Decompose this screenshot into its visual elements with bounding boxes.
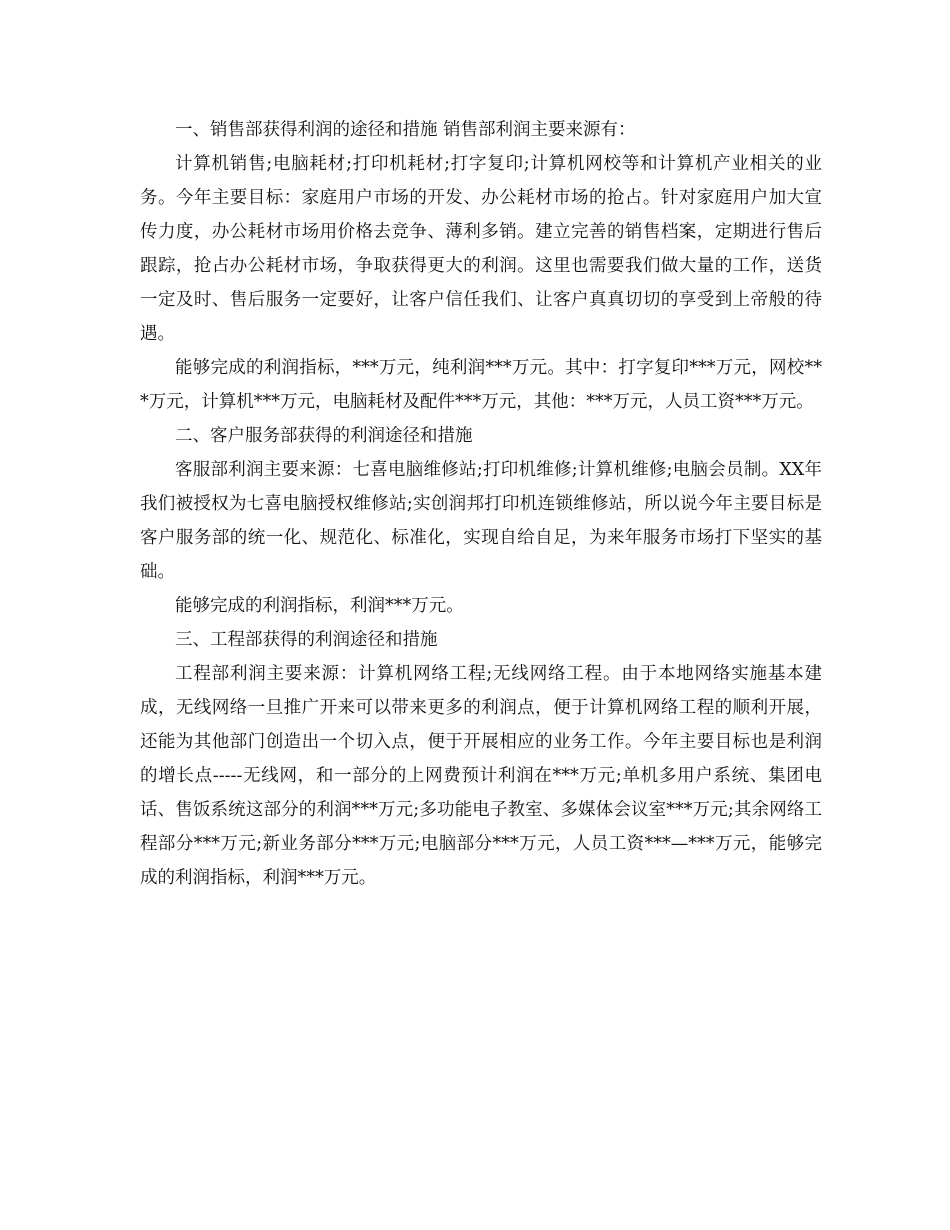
paragraph-service-targets: 能够完成的利润指标，利润***万元。 [175, 596, 464, 616]
paragraph-service-sources: 客服部利润主要来源：七喜电脑维修站;打印机维修;计算机维修;电脑会员制。XX年我们被授权为七喜电脑授权维修站;实创润邦打印机连锁维修站，所以说今年主要目标是客户服务部的统一化、规范化、标准化，实现自给自足，为来年服务市场打下坚实的基础。 [140, 460, 822, 582]
document-body [140, 113, 822, 895]
heading-customer-service-department: 二、客户服务部获得的利润途径和措施 [175, 426, 473, 446]
paragraph-engineering-sources: 工程部利润主要来源：计算机网络工程;无线网络工程。由于本地网络实施基本建成，无线网络一旦推广开来可以带来更多的利润点，便于计算机网络工程的顺利开展，还能为其他部门创造出一个切入点，便于开展相应的业务工作。今年主要目标也是利润的增长点-----无线网，和一部分的上网费预计利润在***万元;单机多用户系统、集团电话、售饭系统这部分的利润***万元;多功能电子教室、多媒体会议室***万元;其余网络工程部分***万元;新业务部分***万元;电脑部分***万元，人员工资***—***万元，能够完成的利润指标，利润***万元。 [140, 664, 822, 888]
heading-engineering-department: 三、工程部获得的利润途径和措施 [175, 630, 438, 650]
paragraph-sales-sources: 计算机销售;电脑耗材;打印机耗材;打字复印;计算机网校等和计算机产业相关的业务。今年主要目标：家庭用户市场的开发、办公耗材市场的抢占。针对家庭用户加大宣传力度，办公耗材市场用价格去竞争、薄利多销。建立完善的销售档案，定期进行售后跟踪，抢占办公耗材市场，争取获得更大的利润。这里也需要我们做大量的工作，送货一定及时、售后服务一定要好，让客户信任我们、让客户真真切切的享受到上帝般的待遇。 [140, 154, 822, 344]
heading-sales-department: 一、销售部获得利润的途径和措施 销售部利润主要来源有： [175, 120, 636, 140]
paragraph-sales-targets: 能够完成的利润指标，***万元，纯利润***万元。其中：打字复印***万元，网校***万元，计算机***万元，电脑耗材及配件***万元，其他：***万元，人员工资***万元。 [140, 358, 822, 412]
